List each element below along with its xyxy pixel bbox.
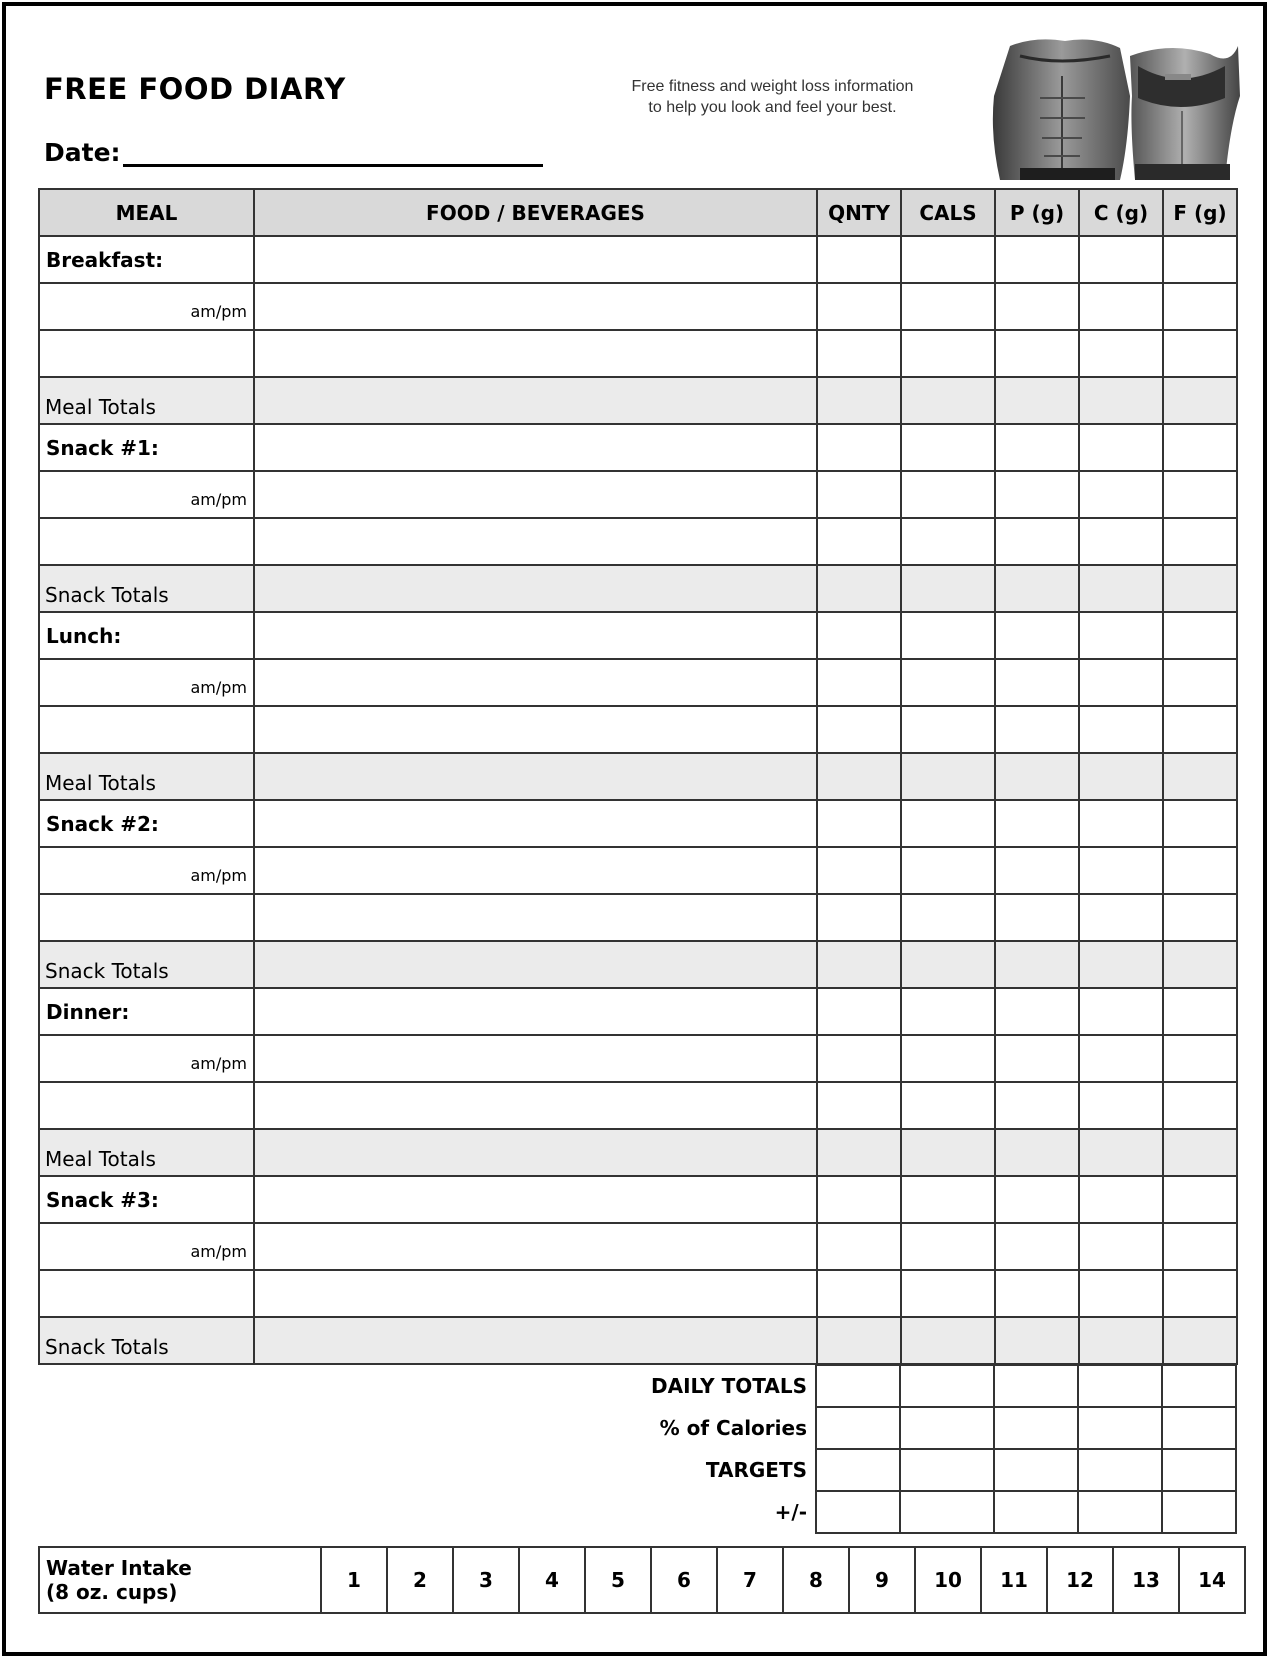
water-intake-label-line-2: (8 oz. cups) [46, 1580, 178, 1604]
time-food-cell[interactable] [254, 659, 817, 706]
time-fat-cell[interactable] [1163, 659, 1237, 706]
entry-cals-cell[interactable] [901, 706, 995, 753]
meal-qnty-cell[interactable] [817, 1176, 901, 1223]
summary-qnty-cell[interactable] [816, 1365, 900, 1407]
entry-food-cell[interactable] [254, 706, 817, 753]
entry-protein-cell[interactable] [995, 1082, 1079, 1129]
water-cup-3[interactable]: 3 [453, 1547, 519, 1613]
meal-food-cell[interactable] [254, 988, 817, 1035]
summary-label: TARGETS [705, 1458, 807, 1482]
meal-protein-cell[interactable] [995, 1176, 1079, 1223]
meal-food-cell[interactable] [254, 800, 817, 847]
entry-qnty-cell[interactable] [817, 1270, 901, 1317]
entry-fat-cell[interactable] [1163, 330, 1237, 377]
entry-protein-cell[interactable] [995, 330, 1079, 377]
meal-name: Snack #2: [39, 800, 254, 847]
meal-food-cell[interactable] [254, 236, 817, 283]
entry-protein-cell[interactable] [995, 894, 1079, 941]
entry-qnty-cell[interactable] [817, 894, 901, 941]
water-cup-11[interactable]: 11 [981, 1547, 1047, 1613]
time-fat-cell[interactable] [1163, 1223, 1237, 1270]
am-pm-label: am/pm [190, 866, 247, 885]
entry-protein-cell[interactable] [995, 518, 1079, 565]
water-cup-13[interactable]: 13 [1113, 1547, 1179, 1613]
totals-row [39, 1129, 1237, 1176]
meal-row [39, 424, 1237, 471]
totals-carbs-cell[interactable] [1079, 753, 1163, 800]
meal-carbs-cell[interactable] [1079, 988, 1163, 1035]
summary-row [38, 1407, 1236, 1449]
water-cup-14[interactable]: 14 [1179, 1547, 1245, 1613]
meal-row [39, 1176, 1237, 1223]
meal-protein-cell[interactable] [995, 612, 1079, 659]
am-pm-label: am/pm [190, 1054, 247, 1073]
time-fat-cell[interactable] [1163, 847, 1237, 894]
totals-label: Snack Totals [45, 959, 169, 983]
meal-time-field[interactable] [39, 1223, 254, 1270]
summary-cals-cell[interactable] [900, 1449, 994, 1491]
totals-label-cell [39, 1129, 254, 1176]
totals-label: Meal Totals [45, 1147, 156, 1171]
am-pm-label: am/pm [190, 302, 247, 321]
meal-fat-cell[interactable] [1163, 236, 1237, 283]
totals-carbs-cell[interactable] [1079, 941, 1163, 988]
time-row [39, 659, 1237, 706]
summary-carbs-cell[interactable] [1078, 1407, 1162, 1449]
water-intake-row [39, 1547, 1245, 1613]
entry-food-cell[interactable] [254, 1270, 817, 1317]
meal-time-field[interactable] [39, 1035, 254, 1082]
entry-carbs-cell[interactable] [1079, 518, 1163, 565]
meal-fat-cell[interactable] [1163, 424, 1237, 471]
totals-fat-cell[interactable] [1163, 1129, 1237, 1176]
entry-fat-cell[interactable] [1163, 1082, 1237, 1129]
time-carbs-cell[interactable] [1079, 1035, 1163, 1082]
summary-cals-cell[interactable] [900, 1407, 994, 1449]
entry-row [39, 1082, 1237, 1129]
totals-fat-cell[interactable] [1163, 941, 1237, 988]
meal-cals-cell[interactable] [901, 800, 995, 847]
totals-protein-cell[interactable] [995, 1129, 1079, 1176]
totals-food-cell[interactable] [254, 941, 817, 988]
entry-food-cell[interactable] [254, 518, 817, 565]
meal-name: Dinner: [39, 988, 254, 1035]
col-header-qnty: QNTY [817, 189, 901, 236]
water-cup-10[interactable]: 10 [915, 1547, 981, 1613]
meal-food-cell[interactable] [254, 1176, 817, 1223]
meal-qnty-cell[interactable] [817, 236, 901, 283]
entry-row [39, 706, 1237, 753]
totals-qnty-cell[interactable] [817, 753, 901, 800]
meal-carbs-cell[interactable] [1079, 612, 1163, 659]
meal-name: Snack #1: [39, 424, 254, 471]
water-cup-5[interactable]: 5 [585, 1547, 651, 1613]
meal-food-cell[interactable] [254, 424, 817, 471]
meal-blank-cell[interactable] [39, 518, 254, 565]
time-food-cell[interactable] [254, 1035, 817, 1082]
meal-time-field[interactable] [39, 283, 254, 330]
time-protein-cell[interactable] [995, 659, 1079, 706]
summary-cals-cell[interactable] [900, 1491, 994, 1533]
entry-qnty-cell[interactable] [817, 706, 901, 753]
time-protein-cell[interactable] [995, 471, 1079, 518]
totals-qnty-cell[interactable] [817, 377, 901, 424]
summary-carbs-cell[interactable] [1078, 1491, 1162, 1533]
time-fat-cell[interactable] [1163, 1035, 1237, 1082]
entry-cals-cell[interactable] [901, 330, 995, 377]
time-protein-cell[interactable] [995, 283, 1079, 330]
meal-fat-cell[interactable] [1163, 1176, 1237, 1223]
summary-fat-cell[interactable] [1162, 1365, 1236, 1407]
time-carbs-cell[interactable] [1079, 1223, 1163, 1270]
totals-fat-cell[interactable] [1163, 753, 1237, 800]
time-carbs-cell[interactable] [1079, 847, 1163, 894]
entry-fat-cell[interactable] [1163, 706, 1237, 753]
col-header-cals: CALS [901, 189, 995, 236]
col-header-protein: P (g) [995, 189, 1079, 236]
entry-row [39, 894, 1237, 941]
water-cup-12[interactable]: 12 [1047, 1547, 1113, 1613]
tagline-line-2: to help you look and feel your best. [648, 99, 897, 116]
entry-carbs-cell[interactable] [1079, 706, 1163, 753]
entry-cals-cell[interactable] [901, 1270, 995, 1317]
totals-cals-cell[interactable] [901, 753, 995, 800]
time-row [39, 1035, 1237, 1082]
totals-label: Meal Totals [45, 771, 156, 795]
summary-carbs-cell[interactable] [1078, 1449, 1162, 1491]
time-row [39, 283, 1237, 330]
meal-protein-cell[interactable] [995, 424, 1079, 471]
time-qnty-cell[interactable] [817, 1035, 901, 1082]
entry-carbs-cell[interactable] [1079, 1082, 1163, 1129]
meal-row [39, 236, 1237, 283]
entry-cals-cell[interactable] [901, 1082, 995, 1129]
time-qnty-cell[interactable] [817, 283, 901, 330]
meal-name: Snack #3: [39, 1176, 254, 1223]
entry-protein-cell[interactable] [995, 706, 1079, 753]
meal-cals-cell[interactable] [901, 1176, 995, 1223]
totals-food-cell[interactable] [254, 1317, 817, 1364]
fitness-photo [980, 36, 1240, 180]
totals-cals-cell[interactable] [901, 565, 995, 612]
totals-cals-cell[interactable] [901, 377, 995, 424]
meal-blank-cell[interactable] [39, 1082, 254, 1129]
totals-qnty-cell[interactable] [817, 941, 901, 988]
meal-carbs-cell[interactable] [1079, 800, 1163, 847]
entry-food-cell[interactable] [254, 894, 817, 941]
summary-protein-cell[interactable] [994, 1365, 1078, 1407]
col-header-meal: MEAL [39, 189, 254, 236]
time-fat-cell[interactable] [1163, 471, 1237, 518]
totals-label-cell [39, 377, 254, 424]
time-cals-cell[interactable] [901, 471, 995, 518]
meal-time-field[interactable] [39, 471, 254, 518]
totals-cals-cell[interactable] [901, 1129, 995, 1176]
meal-fat-cell[interactable] [1163, 988, 1237, 1035]
totals-protein-cell[interactable] [995, 941, 1079, 988]
totals-label-cell [39, 565, 254, 612]
totals-label-cell [39, 753, 254, 800]
water-intake-table [38, 1546, 1246, 1614]
time-protein-cell[interactable] [995, 1035, 1079, 1082]
entry-protein-cell[interactable] [995, 1270, 1079, 1317]
meal-name: Lunch: [39, 612, 254, 659]
summary-row [38, 1491, 1236, 1533]
water-cup-8[interactable]: 8 [783, 1547, 849, 1613]
entry-cals-cell[interactable] [901, 894, 995, 941]
totals-qnty-cell[interactable] [817, 565, 901, 612]
meal-protein-cell[interactable] [995, 236, 1079, 283]
entry-carbs-cell[interactable] [1079, 1270, 1163, 1317]
time-food-cell[interactable] [254, 283, 817, 330]
totals-carbs-cell[interactable] [1079, 565, 1163, 612]
summary-protein-cell[interactable] [994, 1491, 1078, 1533]
time-cals-cell[interactable] [901, 847, 995, 894]
meal-row [39, 612, 1237, 659]
water-cup-6[interactable]: 6 [651, 1547, 717, 1613]
entry-qnty-cell[interactable] [817, 518, 901, 565]
meal-carbs-cell[interactable] [1079, 424, 1163, 471]
entry-row [39, 330, 1237, 377]
meal-qnty-cell[interactable] [817, 800, 901, 847]
meal-protein-cell[interactable] [995, 800, 1079, 847]
summary-qnty-cell[interactable] [816, 1407, 900, 1449]
water-intake-label [39, 1547, 321, 1613]
time-carbs-cell[interactable] [1079, 471, 1163, 518]
entry-fat-cell[interactable] [1163, 894, 1237, 941]
date-label: Date: [44, 138, 121, 167]
time-qnty-cell[interactable] [817, 471, 901, 518]
totals-food-cell[interactable] [254, 753, 817, 800]
tagline-line-1: Free fitness and weight loss information [631, 78, 914, 95]
meal-row [39, 988, 1237, 1035]
water-cup-9[interactable]: 9 [849, 1547, 915, 1613]
meal-carbs-cell[interactable] [1079, 236, 1163, 283]
date-field[interactable] [44, 136, 543, 167]
water-cup-2[interactable]: 2 [387, 1547, 453, 1613]
time-row [39, 471, 1237, 518]
water-cup-1[interactable]: 1 [321, 1547, 387, 1613]
summary-label: DAILY TOTALS [651, 1374, 807, 1398]
date-input-line[interactable] [123, 136, 543, 167]
summary-label: +/- [774, 1500, 807, 1524]
totals-row [39, 565, 1237, 612]
totals-carbs-cell[interactable] [1079, 1129, 1163, 1176]
entry-carbs-cell[interactable] [1079, 330, 1163, 377]
time-protein-cell[interactable] [995, 1223, 1079, 1270]
totals-carbs-cell[interactable] [1079, 377, 1163, 424]
meal-qnty-cell[interactable] [817, 612, 901, 659]
time-cals-cell[interactable] [901, 659, 995, 706]
summary-fat-cell[interactable] [1162, 1491, 1236, 1533]
am-pm-label: am/pm [190, 490, 247, 509]
am-pm-label: am/pm [190, 678, 247, 697]
time-cals-cell[interactable] [901, 1035, 995, 1082]
meal-protein-cell[interactable] [995, 988, 1079, 1035]
time-qnty-cell[interactable] [817, 659, 901, 706]
totals-protein-cell[interactable] [995, 565, 1079, 612]
totals-qnty-cell[interactable] [817, 1317, 901, 1364]
entry-row [39, 1270, 1237, 1317]
totals-food-cell[interactable] [254, 1129, 817, 1176]
table-header-row [39, 189, 1237, 236]
entry-carbs-cell[interactable] [1079, 894, 1163, 941]
totals-label-cell [39, 1317, 254, 1364]
totals-row [39, 753, 1237, 800]
am-pm-label: am/pm [190, 1242, 247, 1261]
col-header-food: FOOD / BEVERAGES [254, 189, 817, 236]
meal-qnty-cell[interactable] [817, 988, 901, 1035]
meal-row [39, 800, 1237, 847]
entry-row [39, 518, 1237, 565]
totals-label: Meal Totals [45, 395, 156, 419]
water-cup-4[interactable]: 4 [519, 1547, 585, 1613]
totals-protein-cell[interactable] [995, 1317, 1079, 1364]
totals-protein-cell[interactable] [995, 753, 1079, 800]
meal-fat-cell[interactable] [1163, 800, 1237, 847]
col-header-fat: F (g) [1163, 189, 1237, 236]
totals-protein-cell[interactable] [995, 377, 1079, 424]
summary-row [38, 1449, 1236, 1491]
time-food-cell[interactable] [254, 1223, 817, 1270]
time-cals-cell[interactable] [901, 283, 995, 330]
meal-cals-cell[interactable] [901, 236, 995, 283]
meal-blank-cell[interactable] [39, 330, 254, 377]
meal-carbs-cell[interactable] [1079, 1176, 1163, 1223]
summary-protein-cell[interactable] [994, 1407, 1078, 1449]
meal-blank-cell[interactable] [39, 1270, 254, 1317]
summary-qnty-cell[interactable] [816, 1449, 900, 1491]
totals-fat-cell[interactable] [1163, 377, 1237, 424]
entry-qnty-cell[interactable] [817, 1082, 901, 1129]
time-qnty-cell[interactable] [817, 1223, 901, 1270]
totals-cals-cell[interactable] [901, 941, 995, 988]
entry-fat-cell[interactable] [1163, 1270, 1237, 1317]
summary-protein-cell[interactable] [994, 1449, 1078, 1491]
time-cals-cell[interactable] [901, 1223, 995, 1270]
totals-row [39, 377, 1237, 424]
meal-fat-cell[interactable] [1163, 612, 1237, 659]
time-protein-cell[interactable] [995, 847, 1079, 894]
entry-cals-cell[interactable] [901, 518, 995, 565]
meal-time-field[interactable] [39, 847, 254, 894]
time-food-cell[interactable] [254, 847, 817, 894]
meal-blank-cell[interactable] [39, 706, 254, 753]
time-carbs-cell[interactable] [1079, 659, 1163, 706]
totals-label: Snack Totals [45, 1335, 169, 1359]
summary-fat-cell[interactable] [1162, 1449, 1236, 1491]
summary-cals-cell[interactable] [900, 1365, 994, 1407]
time-fat-cell[interactable] [1163, 283, 1237, 330]
totals-row [39, 941, 1237, 988]
totals-label-cell [39, 941, 254, 988]
summary-qnty-cell[interactable] [816, 1491, 900, 1533]
meal-cals-cell[interactable] [901, 612, 995, 659]
totals-cals-cell[interactable] [901, 1317, 995, 1364]
totals-row [39, 1317, 1237, 1364]
meal-time-field[interactable] [39, 659, 254, 706]
meal-blank-cell[interactable] [39, 894, 254, 941]
time-row [39, 847, 1237, 894]
entry-food-cell[interactable] [254, 1082, 817, 1129]
totals-food-cell[interactable] [254, 565, 817, 612]
totals-carbs-cell[interactable] [1079, 1317, 1163, 1364]
summary-row [38, 1365, 1236, 1407]
col-header-carbs: C (g) [1079, 189, 1163, 236]
summary-fat-cell[interactable] [1162, 1407, 1236, 1449]
entry-food-cell[interactable] [254, 330, 817, 377]
summary-label: % of Calories [659, 1416, 807, 1440]
time-food-cell[interactable] [254, 471, 817, 518]
time-carbs-cell[interactable] [1079, 283, 1163, 330]
meal-cals-cell[interactable] [901, 988, 995, 1035]
time-row [39, 1223, 1237, 1270]
water-intake-label-line-1: Water Intake [46, 1556, 192, 1580]
page-title: FREE FOOD DIARY [44, 72, 346, 106]
food-diary-table [38, 188, 1238, 1365]
water-cup-7[interactable]: 7 [717, 1547, 783, 1613]
totals-fat-cell[interactable] [1163, 1317, 1237, 1364]
totals-qnty-cell[interactable] [817, 1129, 901, 1176]
totals-food-cell[interactable] [254, 377, 817, 424]
totals-label: Snack Totals [45, 583, 169, 607]
daily-summary-table [38, 1364, 1237, 1534]
totals-fat-cell[interactable] [1163, 565, 1237, 612]
tagline [590, 76, 955, 118]
meal-qnty-cell[interactable] [817, 424, 901, 471]
entry-qnty-cell[interactable] [817, 330, 901, 377]
meal-cals-cell[interactable] [901, 424, 995, 471]
meal-food-cell[interactable] [254, 612, 817, 659]
meal-name: Breakfast: [39, 236, 254, 283]
time-qnty-cell[interactable] [817, 847, 901, 894]
summary-carbs-cell[interactable] [1078, 1365, 1162, 1407]
entry-fat-cell[interactable] [1163, 518, 1237, 565]
